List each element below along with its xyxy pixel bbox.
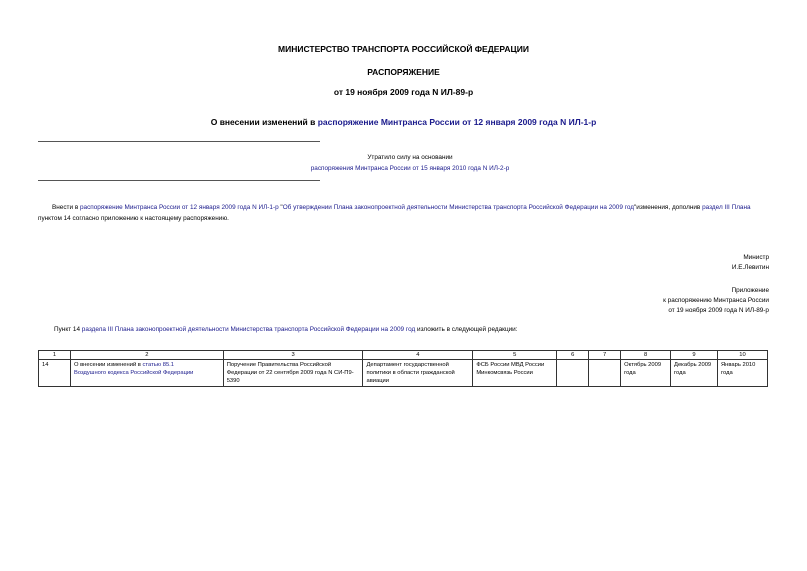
appendix-line-1: Приложение — [731, 287, 769, 294]
document-subject — [0, 117, 807, 127]
article-link[interactable]: статью 85.1 — [142, 362, 175, 368]
table-header-cell: 10 — [717, 351, 767, 360]
table-header-cell: 3 — [223, 351, 363, 360]
appendix-line-2: к распоряжению Минтранса России — [663, 297, 769, 304]
table-header-cell: 9 — [671, 351, 718, 360]
divider-top — [38, 141, 320, 142]
table-cell-number: 14 — [39, 360, 71, 387]
lost-force-text: Утратило силу на основании — [367, 154, 453, 161]
lost-force-link[interactable]: распоряжения Минтранса России от 15 января 2010 года N ИЛ-2-р — [310, 165, 510, 172]
code-link[interactable]: Воздушного кодекса Российской Федерации — [73, 370, 194, 376]
table-cell-date-9: Декабрь 2009 года — [671, 360, 718, 387]
table-cell-title — [70, 360, 223, 387]
p1-link-plan-title[interactable]: Об утверждении Плана законопроектной деятельности Министерства транспорта Российской Федерации на 2009 год — [282, 204, 635, 211]
p1-text-c: "изменения, дополнив — [634, 204, 703, 211]
table-header-cell: 7 — [589, 351, 621, 360]
p1-link-section[interactable]: раздел III Плана — [702, 204, 751, 211]
p1-text-b: " — [278, 204, 283, 211]
subject-link[interactable]: распоряжение Минтранса России от 12 января 2009 года N ИЛ-1-р — [317, 117, 597, 127]
divider-bottom — [38, 180, 320, 181]
table-header-cell: 1 — [39, 351, 71, 360]
document-date-number: от 19 ноября 2009 года N ИЛ-89-р — [333, 87, 474, 97]
table-cell-basis: Поручение Правительства Российской Федерации от 22 сентября 2009 года N СИ-П9-5390 — [223, 360, 363, 387]
table-cell-date-8: Октябрь 2009 года — [621, 360, 671, 387]
table-header-cell: 2 — [70, 351, 223, 360]
ministry-title: МИНИСТЕРСТВО ТРАНСПОРТА РОССИЙСКОЙ ФЕДЕРАЦИИ — [278, 44, 529, 54]
table-header-cell: 5 — [473, 351, 557, 360]
p1-text-d: пунктом 14 согласно приложению к настоящему распоряжению. — [38, 214, 229, 222]
table-header-cell: 6 — [557, 351, 589, 360]
plan-table — [38, 350, 768, 387]
signature-title: Министр — [743, 254, 769, 261]
subject-prefix: О внесении изменений в — [210, 117, 318, 127]
point14-suffix: изложить в следующей редакции: — [415, 326, 518, 333]
signature-block — [732, 253, 769, 273]
signature-name: И.Е.Левитин — [731, 264, 769, 271]
cell-title-text: О внесении изменений в — [73, 362, 143, 368]
document-type: РАСПОРЯЖЕНИЕ — [367, 67, 440, 77]
p1-text-a: Внести в — [52, 204, 80, 211]
table-header-row — [39, 351, 768, 360]
table-cell-empty-6 — [557, 360, 589, 387]
point14-link[interactable]: раздела III Плана законопроектной деятельности Министерства транспорта Российской Федерации на 2009 год — [81, 326, 416, 333]
table-header-cell: 4 — [363, 351, 473, 360]
appendix-block — [663, 286, 769, 316]
appendix-line-3: от 19 ноября 2009 года N ИЛ-89-р — [668, 307, 769, 314]
table-cell-coexecutors: ФСБ России МВД России Минкомсвязь России — [473, 360, 557, 387]
point14-paragraph — [54, 326, 518, 333]
table-row — [39, 360, 768, 387]
point14-prefix: Пункт 14 — [54, 326, 82, 333]
p1-link-order[interactable]: распоряжение Минтранса России от 12 января 2009 года N ИЛ-1-р — [79, 204, 279, 211]
table-cell-empty-7 — [589, 360, 621, 387]
table-cell-date-10: Январь 2010 года — [717, 360, 767, 387]
table-cell-responsible: Департамент государственной политики в области гражданской авиации — [363, 360, 473, 387]
table-header-cell: 8 — [621, 351, 671, 360]
main-paragraph — [38, 203, 770, 224]
